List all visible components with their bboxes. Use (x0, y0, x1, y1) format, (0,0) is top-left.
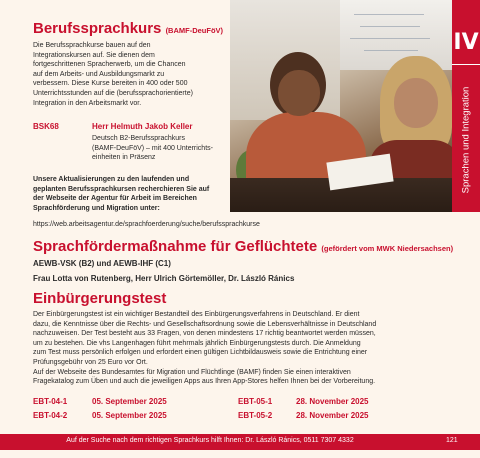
chapter-title: Sprachen und Integration (460, 86, 472, 194)
course-teacher: Herr Helmuth Jakob Keller (92, 122, 193, 131)
test-code: EBT-05-2 (238, 411, 273, 420)
chapter-number: IV (453, 30, 479, 55)
test-date: 05. September 2025 (92, 397, 167, 406)
page-number: 121 (446, 437, 458, 444)
test-date: 28. November 2025 (296, 397, 369, 406)
berufssprachkurs-intro: Die Berufssprachkurse bauen auf den Integrationskursen auf. Sie dienen dem fortgeschrittenen Spracherwerb, um die Chancen auf dem Arbeits- und Ausbildungsmarkt zu verbessern. Diese Kurse bereiten in 400 oder 500 Unterrichtsstunden auf die (berufssprachorientierte) Integration in den Arbeitsmarkt vor. (33, 42, 193, 107)
section-title-sprachfoerderung: Sprachfördermaßnahme für Geflüchtete (gefördert vom MWK Niedersachsen) (33, 238, 454, 255)
course-teachers: Frau Lotta von Rutenberg, Herr Ulrich Görtemöller, Dr. László Ránics (33, 274, 295, 283)
test-code: EBT-05-1 (238, 397, 273, 406)
course-names: AEWB-VSK (B2) und AEWB-IHF (C1) (33, 259, 171, 268)
einbuergerungstest-body: Der Einbürgerungstest ist ein wichtiger Bestandteil des Einbürgerungsverfahrens in Deutschland. Er dient dazu, die Kenntnisse über die Rechts- und Gesellschaftsordnung sowie die Lebensverhältnisse in Deutschland nachzuweisen. Der Test besteht aus 33 Fragen, von denen mindestens 17 richtig beantwortet werden müssen, um zu bestehen. Die vhs Langenhagen führt mehrmals jährlich Einbürgerungstests durch. Die Anmeldung zum Test muss persönlich erfolgen und erfordert einen gültigen Lichtbildausweis sowie die Entrichtung einer Prüfungsgebühr von 25 Euro vor Ort. Auf der Webseite des Bundesamtes für Migration und Flüchtlinge (BAMF) finden Sie einen interaktiven Fragekatalog zum Üben und auch die jeweiligen Apps aus Ihren App-Stores helfen Ihnen bei der Vorbereitung. (33, 311, 377, 386)
test-date: 28. November 2025 (296, 411, 369, 420)
test-date: 05. September 2025 (92, 411, 167, 420)
footer-bar (0, 434, 480, 450)
course-description: Deutsch B2-Berufssprachkurs (BAMF-DeuFöV) – mit 400 Unterrichts- einheiten in Präsenz (92, 135, 213, 162)
update-note: Unsere Aktualisierungen zu den laufenden und geplanten Berufssprachkursen recherchieren Sie auf der Webseite der Agentur für Arbeit im Bereichen Sprachförderung und Migration unter: (33, 176, 210, 212)
classroom-photo (230, 0, 452, 212)
section-title-berufssprachkurs: Berufssprachkurs (BAMF-DeuFöV) (33, 20, 224, 37)
agentur-link[interactable]: https://web.arbeitsagentur.de/sprachfoerderung/suche/berufssprachkurse (33, 221, 260, 228)
chapter-divider (452, 64, 480, 65)
test-code: EBT-04-1 (33, 397, 68, 406)
test-code: EBT-04-2 (33, 411, 68, 420)
section-title-einbuergerungstest: Einbürgerungstest (33, 290, 167, 307)
course-code: BSK68 (33, 122, 59, 131)
footer-contact: Auf der Suche nach dem richtigen Sprachkurs hilft Ihnen: Dr. László Ránics, 0511 7307 4332 (66, 437, 354, 444)
